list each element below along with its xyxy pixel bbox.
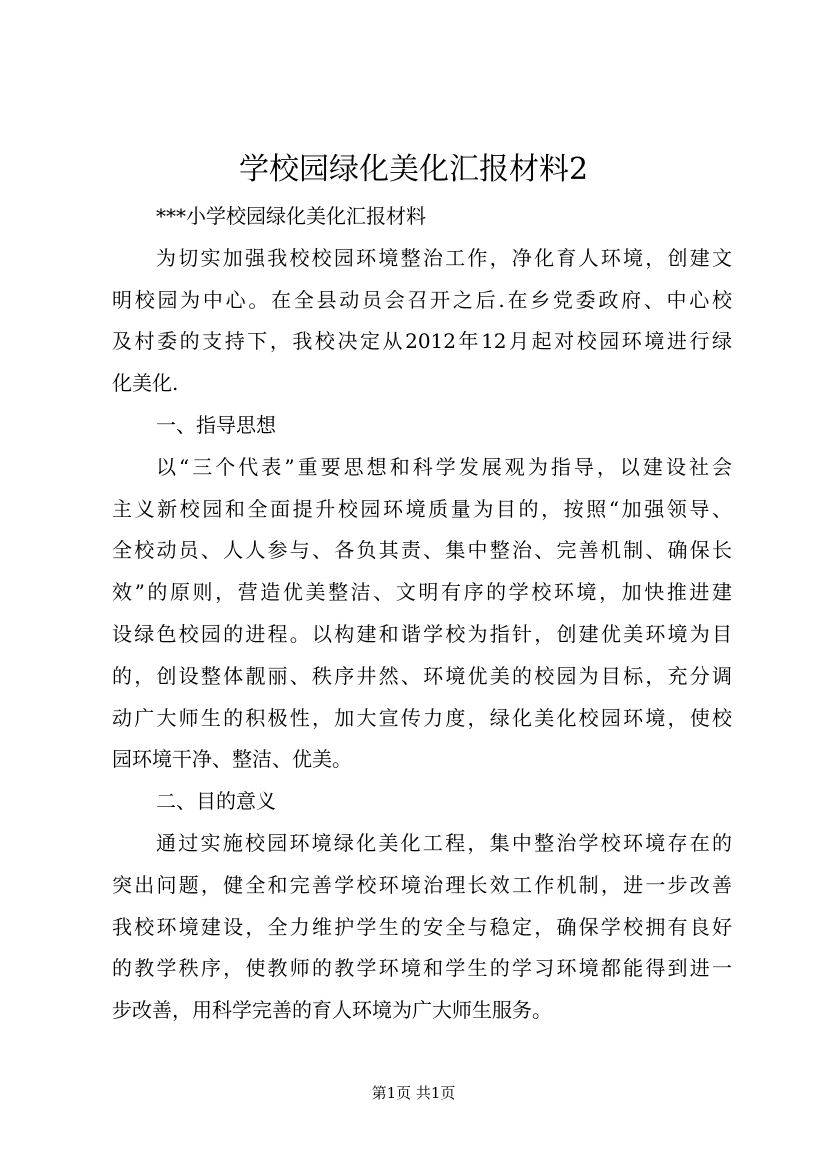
paragraph-line: 动广大师生的积极性，加大宣传力度，绿化美化校园环境，使校 xyxy=(112,705,732,730)
paragraph-line: 全校动员、人人参与、各负其责、集中整治、完善机制、确保长 xyxy=(112,538,732,563)
section-heading: 二、目的意义 xyxy=(156,789,276,814)
paragraph-line: 及村委的支持下，我校决定从2012年12月起对校园环境进行绿 xyxy=(112,329,732,354)
paragraph-line: 效”的原则，营造优美整洁、文明有序的学校环境，加快推进建 xyxy=(112,580,732,605)
document-body xyxy=(112,196,732,1032)
paragraph-line: 我校环境建设，全力维护学生的安全与稳定，确保学校拥有良好 xyxy=(112,914,732,939)
paragraph-line: 通过实施校园环境绿化美化工程，集中整治学校环境存在的 xyxy=(156,830,732,855)
document-title: 学校园绿化美化汇报材料2 xyxy=(238,152,589,187)
paragraph-line: 的教学秩序，使教师的教学环境和学生的学习环境都能得到进一 xyxy=(112,956,732,981)
paragraph-line: 明校园为中心。在全县动员会召开之后.在乡党委政府、中心校 xyxy=(112,287,732,312)
paragraph-line: 的，创设整体靓丽、秩序井然、环境优美的校园为目标，充分调 xyxy=(112,663,732,688)
paragraph-line: 化美化. xyxy=(112,371,179,396)
paragraph-line: 突出问题，健全和完善学校环境治理长效工作机制，进一步改善 xyxy=(112,872,732,897)
paragraph-line: 以“三个代表”重要思想和科学发展观为指导，以建设社会 xyxy=(156,454,732,479)
paragraph-line: 园环境干净、整洁、优美。 xyxy=(112,747,352,772)
subtitle-line: ***小学校园绿化美化汇报材料 xyxy=(156,204,426,228)
paragraph-line: 为切实加强我校校园环境整治工作，净化育人环境，创建文 xyxy=(156,245,732,270)
paragraph-line: 步改善，用科学完善的育人环境为广大师生服务。 xyxy=(112,998,552,1023)
paragraph-line: 主义新校园和全面提升校园环境质量为目的，按照“加强领导、 xyxy=(112,496,732,521)
page-number-footer: 第1页 共1页 xyxy=(371,1084,456,1102)
section-heading: 一、指导思想 xyxy=(156,412,276,437)
paragraph-line: 设绿色校园的进程。以构建和谐学校为指针，创建优美环境为目 xyxy=(112,621,732,646)
